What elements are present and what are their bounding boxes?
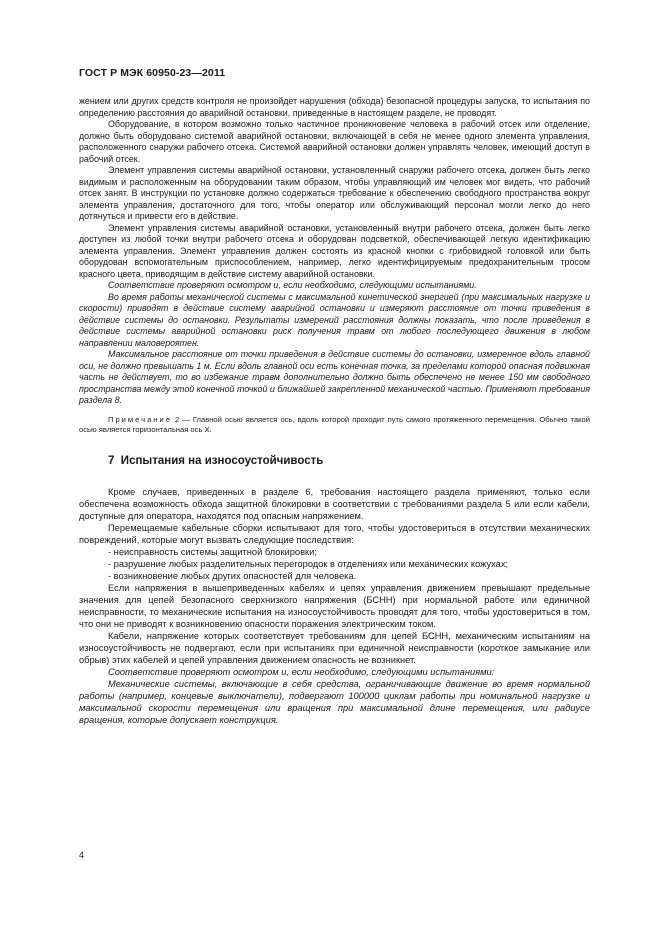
test-paragraph: Максимальное расстояние от точки приведения в действие системы до остановки, измеренное вдоль главной оси, не должно превышать 1 м. Если вдоль главной оси есть конечная точка, за пределами которой опасная подвижная часть не действует, то во избежание травм дополнительно должно быть обеспечено не менее 150 мм свободного пространства между этой конечной точкой и ближайшей закрепленной механической частью. Применяют требования раздела 8.: [79, 349, 590, 405]
list-item: - возникновение любых других опасностей для человека.: [108, 570, 357, 581]
section-title: Испытания на износоустойчивость: [120, 454, 324, 467]
paragraph: Если напряжения в вышеприведенных кабелях и цепях управления движением превышают предельные значения для цепей безопасного сверхнизкого напряжения (БСНН) при нормальной работе или единичной неисправности, то механические испытания на износоустойчивость проводят для того, чтобы удостовериться в том, что они не приводят к возникновению опасности поражения электрическим током.: [79, 582, 590, 629]
list-item: - разрушение любых разделительных перегородок в отделениях или механических кожухах;: [108, 558, 509, 569]
compliance-paragraph: Соответствие проверяют осмотром и, если необходимо, следующими испытаниями:: [108, 666, 495, 677]
section-body: [79, 486, 590, 726]
test-paragraph: Механические системы, включающие в себя средства, ограничивающие движение во время нормальной работы (например, концевые выключатели), подвергают 100000 циклам работы при номинальной нагрузке и максимальной скорости перемещения или вращения при максимальной длине перемещения, или радиусе вращения, которые допускает конструкция.: [79, 678, 590, 725]
paragraph: Оборудование, в котором возможно только частичное проникновение человека в рабочий отсек или отделение, должно быть оборудовано системой аварийной остановки, включающей в себя не менее одного элемента управления, расположенного снаружи рабочего отсека. Системой аварийной остановки должен управлять человек, имеющий доступ в рабочий отсек.: [79, 119, 590, 164]
paragraph: Кроме случаев, приведенных в разделе 6, требования настоящего раздела применяют, только если обеспечена возможность обхода защитной блокировки в соответствии с требованиями раздела 5 или если кабели, доступные для оператора, находятся под опасным напряжением.: [79, 486, 590, 521]
page-number: 4: [79, 850, 85, 860]
section-heading: [79, 454, 590, 468]
section-number: 7: [108, 454, 115, 467]
paragraph: жением или других средств контроля не произойдет нарушения (обхода) безопасной процедуры запуска, то испытания по определению расстояния до аварийной остановки, приведенные в настоящем разделе, не проводят.: [79, 96, 590, 118]
paragraph: Элемент управления системы аварийной остановки, установленный снаружи рабочего отсека, должен быть легко видимым и расположенным на оборудовании таким образом, чтобы управляющий им человек мог видеть, что рабочий отсек занят. В инструкции по установке должно содержаться требование к обеспечению свободного пространства вокруг элемента управления, достаточного для того, чтобы оператор или обслуживающий персонал могли легко до него дотянуться и привести его в действие.: [79, 165, 590, 221]
document-header: ГОСТ Р МЭК 60950-23—2011: [79, 67, 226, 79]
note: [79, 415, 590, 436]
paragraph: Перемещаемые кабельные сборки испытывают для того, чтобы удостовериться в отсутствии механических повреждений, которые могут вызвать следующие последствия:: [79, 522, 590, 545]
note-text: 2 — Главной осью является ось, вдоль которой проходит путь самого протяженного перемещения. Обычно такой осью является горизонтальная ось X.: [79, 414, 590, 434]
document-body: [79, 96, 590, 726]
test-paragraph: Во время работы механической системы с максимальной кинетической энергией (при максимальных нагрузке и скорости) приводят в действие систему аварийной остановки и измеряют расстояние от точки приведения в действие системы до остановки. Результаты измерений расстояния должны показать, что после приведения в действие системы аварийной остановки риск получения травм от любого последующего движения в любом направлении маловероятен.: [79, 291, 590, 348]
paragraph: Элемент управления системы аварийной остановки, установленный внутри рабочего отсека, должен быть легко доступен из любой точки внутри рабочего отсека и оборудован подсветкой, обеспечивающей легкую идентификацию элемента управления. Элемент управления должен состоять из красной кнопки с грибовидной головкой или быть оборудован вспомогательным приспособлением, например, легко идентифицируемым предохранительным тросом красного цвета, приводящим в действие систему аварийной остановки.: [79, 222, 590, 279]
list-item: - неисправность системы защитной блокировки;: [108, 546, 317, 557]
compliance-paragraph: Соответствие проверяют осмотром и, если необходимо, следующими испытаниями.: [108, 280, 477, 290]
note-label: Примечание: [108, 414, 172, 424]
paragraph: Кабели, напряжение которых соответствует требованиям для цепей БСНН, механическим испытаниям на износоустойчивость не подвергают, если при испытаниях при единичной неисправности (короткое замыкание или обрыв) этих кабелей и цепей управления движением опасность не возникнет.: [79, 630, 590, 665]
